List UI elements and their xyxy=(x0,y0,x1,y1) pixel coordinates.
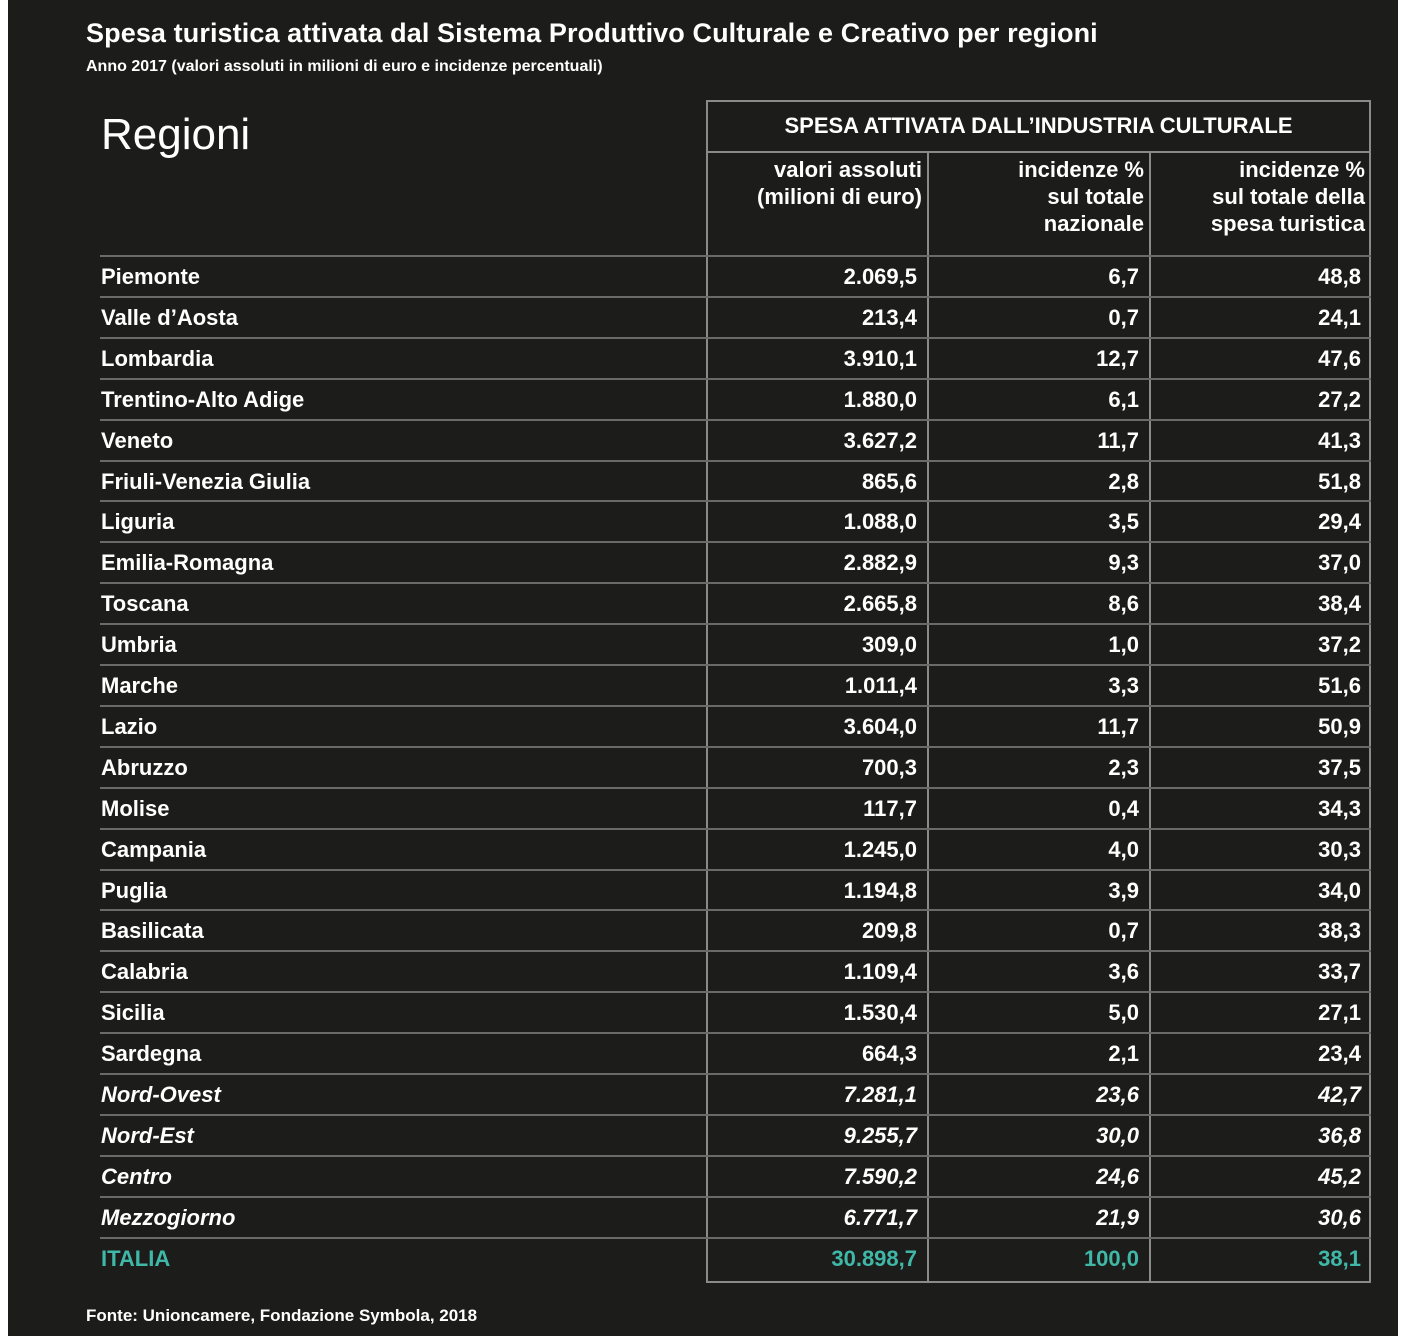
national-share: 2,8 xyxy=(1108,468,1139,494)
absolute-value: 117,7 xyxy=(863,795,917,821)
national-share: 2,1 xyxy=(1108,1040,1139,1066)
national-share: 3,3 xyxy=(1108,672,1139,698)
national-share: 1,0 xyxy=(1108,631,1139,657)
national-share: 3,6 xyxy=(1108,958,1139,984)
absolute-value: 1.530,4 xyxy=(843,999,917,1025)
region-name: Veneto xyxy=(101,427,174,453)
national-share: 0,4 xyxy=(1108,795,1139,821)
tourism-share: 34,3 xyxy=(1318,795,1361,821)
tourism-share: 38,3 xyxy=(1318,917,1361,943)
absolute-value: 7.590,2 xyxy=(843,1163,917,1189)
absolute-value: 3.627,2 xyxy=(843,427,917,453)
table-row xyxy=(8,992,1398,1033)
national-share: 2,3 xyxy=(1108,754,1139,780)
page-title: Spesa turistica attivata dal Sistema Produttivo Culturale e Creativo per regioni xyxy=(86,18,1098,48)
absolute-value: 9.255,7 xyxy=(843,1122,917,1148)
national-share: 0,7 xyxy=(1108,917,1139,943)
national-share: 11,7 xyxy=(1097,713,1139,739)
region-name: Nord-Ovest xyxy=(101,1081,221,1107)
absolute-value: 3.910,1 xyxy=(843,345,917,371)
table-row xyxy=(8,1156,1398,1197)
national-share: 3,9 xyxy=(1108,877,1139,903)
tourism-share: 29,4 xyxy=(1318,508,1361,534)
table-row xyxy=(8,501,1398,542)
region-name: Sicilia xyxy=(101,999,165,1025)
table-row xyxy=(8,420,1398,461)
national-share: 6,7 xyxy=(1108,263,1139,289)
region-name: Friuli-Venezia Giulia xyxy=(101,468,311,494)
tourism-share: 41,3 xyxy=(1318,427,1361,453)
region-name: Liguria xyxy=(101,508,175,534)
national-share: 3,5 xyxy=(1108,508,1139,534)
absolute-value: 664,3 xyxy=(861,1040,917,1066)
tourism-share: 47,6 xyxy=(1318,345,1361,371)
region-name: Umbria xyxy=(101,631,177,657)
absolute-value: 1.088,0 xyxy=(843,508,917,534)
tourism-share: 50,9 xyxy=(1318,713,1361,739)
tourism-share: 51,6 xyxy=(1318,672,1361,698)
region-name: Sardegna xyxy=(101,1040,202,1066)
column-header-national: incidenze % sul totale nazionale xyxy=(1018,157,1144,236)
region-name: Calabria xyxy=(101,958,188,984)
table-row xyxy=(8,870,1398,911)
tourism-share: 37,5 xyxy=(1318,754,1361,780)
national-share: 6,1 xyxy=(1108,386,1139,412)
tourism-share: 37,0 xyxy=(1318,549,1361,575)
absolute-value: 2.069,5 xyxy=(843,263,917,289)
column-header-tourism: incidenze % sul totale della spesa turistica xyxy=(1210,157,1365,236)
region-name: Molise xyxy=(101,795,170,821)
absolute-value: 2.882,9 xyxy=(843,549,917,575)
region-name: Valle d’Aosta xyxy=(101,304,238,330)
group-header: SPESA ATTIVATA DALL’INDUSTRIA CULTURALE xyxy=(784,113,1293,138)
table-row xyxy=(8,1033,1398,1074)
table-row xyxy=(8,951,1398,992)
region-name: Marche xyxy=(101,672,179,698)
table-row xyxy=(8,910,1398,951)
region-name: Mezzogiorno xyxy=(101,1204,236,1230)
tourism-share: 38,1 xyxy=(1318,1245,1361,1271)
tourism-share: 51,8 xyxy=(1318,468,1361,494)
tourism-share: 27,2 xyxy=(1318,386,1361,412)
national-share: 11,7 xyxy=(1097,427,1139,453)
region-name: Toscana xyxy=(101,590,189,616)
absolute-value: 865,6 xyxy=(861,468,917,494)
national-share: 9,3 xyxy=(1108,549,1139,575)
tourism-share: 42,7 xyxy=(1318,1081,1361,1107)
national-share: 8,6 xyxy=(1108,590,1139,616)
table-row xyxy=(8,542,1398,583)
absolute-value: 3.604,0 xyxy=(843,713,917,739)
source-note: Fonte: Unioncamere, Fondazione Symbola, 2018 xyxy=(86,1306,478,1325)
region-name: Puglia xyxy=(101,877,168,903)
column-header-absolute: valori assoluti (milioni di euro) xyxy=(757,157,922,209)
table-row xyxy=(8,583,1398,624)
national-share: 100,0 xyxy=(1083,1245,1139,1271)
table-row xyxy=(8,461,1398,502)
table-row xyxy=(8,706,1398,747)
tourism-share: 48,8 xyxy=(1318,263,1361,289)
absolute-value: 1.109,4 xyxy=(843,958,917,984)
national-share: 5,0 xyxy=(1108,999,1139,1025)
table-row xyxy=(8,829,1398,870)
tourism-share: 37,2 xyxy=(1318,631,1361,657)
table-row xyxy=(8,747,1398,788)
tourism-share: 30,6 xyxy=(1318,1204,1361,1230)
national-share: 4,0 xyxy=(1108,836,1139,862)
absolute-value: 213,4 xyxy=(861,304,917,330)
tourism-share: 24,1 xyxy=(1318,304,1361,330)
page-subtitle: Anno 2017 (valori assoluti in milioni di euro e incidenze percentuali) xyxy=(86,58,603,75)
table-row xyxy=(8,297,1398,338)
absolute-value: 2.665,8 xyxy=(843,590,917,616)
table-row xyxy=(8,1074,1398,1115)
table-row xyxy=(8,788,1398,829)
tourism-share: 38,4 xyxy=(1318,590,1361,616)
absolute-value: 1.011,4 xyxy=(844,672,917,698)
national-share: 12,7 xyxy=(1096,345,1139,371)
region-name: Abruzzo xyxy=(101,754,188,780)
region-name: Lazio xyxy=(101,713,158,739)
absolute-value: 1.245,0 xyxy=(843,836,917,862)
absolute-value: 309,0 xyxy=(861,631,917,657)
table-panel xyxy=(8,0,1398,1336)
region-name: Centro xyxy=(101,1163,172,1189)
region-name: Basilicata xyxy=(101,917,204,943)
table-row xyxy=(8,379,1398,420)
tourism-share: 30,3 xyxy=(1318,836,1361,862)
table-row xyxy=(8,665,1398,706)
tourism-share: 34,0 xyxy=(1318,877,1361,903)
absolute-value: 1.194,8 xyxy=(843,877,917,903)
table-row xyxy=(8,1197,1398,1238)
tourism-share: 45,2 xyxy=(1318,1163,1361,1189)
table-row xyxy=(8,338,1398,379)
absolute-value: 700,3 xyxy=(861,754,917,780)
region-name: Emilia-Romagna xyxy=(101,549,274,575)
national-share: 0,7 xyxy=(1108,304,1139,330)
table-row xyxy=(8,624,1398,665)
absolute-value: 209,8 xyxy=(861,917,917,943)
tourism-share: 23,4 xyxy=(1318,1040,1361,1066)
national-share: 24,6 xyxy=(1096,1163,1139,1189)
table-row xyxy=(8,1115,1398,1156)
region-name: Lombardia xyxy=(101,345,214,371)
absolute-value: 30.898,7 xyxy=(831,1245,917,1271)
national-share: 21,9 xyxy=(1096,1204,1139,1230)
national-share: 30,0 xyxy=(1096,1122,1139,1148)
national-share: 23,6 xyxy=(1096,1081,1139,1107)
region-name: Trentino-Alto Adige xyxy=(101,386,305,412)
region-name: Nord-Est xyxy=(101,1122,194,1148)
tourism-share: 27,1 xyxy=(1318,999,1361,1025)
tourism-share: 36,8 xyxy=(1318,1122,1361,1148)
region-column-header: Regioni xyxy=(101,110,251,159)
region-name: Piemonte xyxy=(101,263,201,289)
region-name: Campania xyxy=(101,836,207,862)
absolute-value: 6.771,7 xyxy=(843,1204,917,1230)
region-name: ITALIA xyxy=(101,1245,171,1271)
tourism-share: 33,7 xyxy=(1318,958,1361,984)
absolute-value: 1.880,0 xyxy=(843,386,917,412)
table-row xyxy=(8,1238,1398,1279)
table-row xyxy=(8,256,1398,297)
absolute-value: 7.281,1 xyxy=(843,1081,917,1107)
